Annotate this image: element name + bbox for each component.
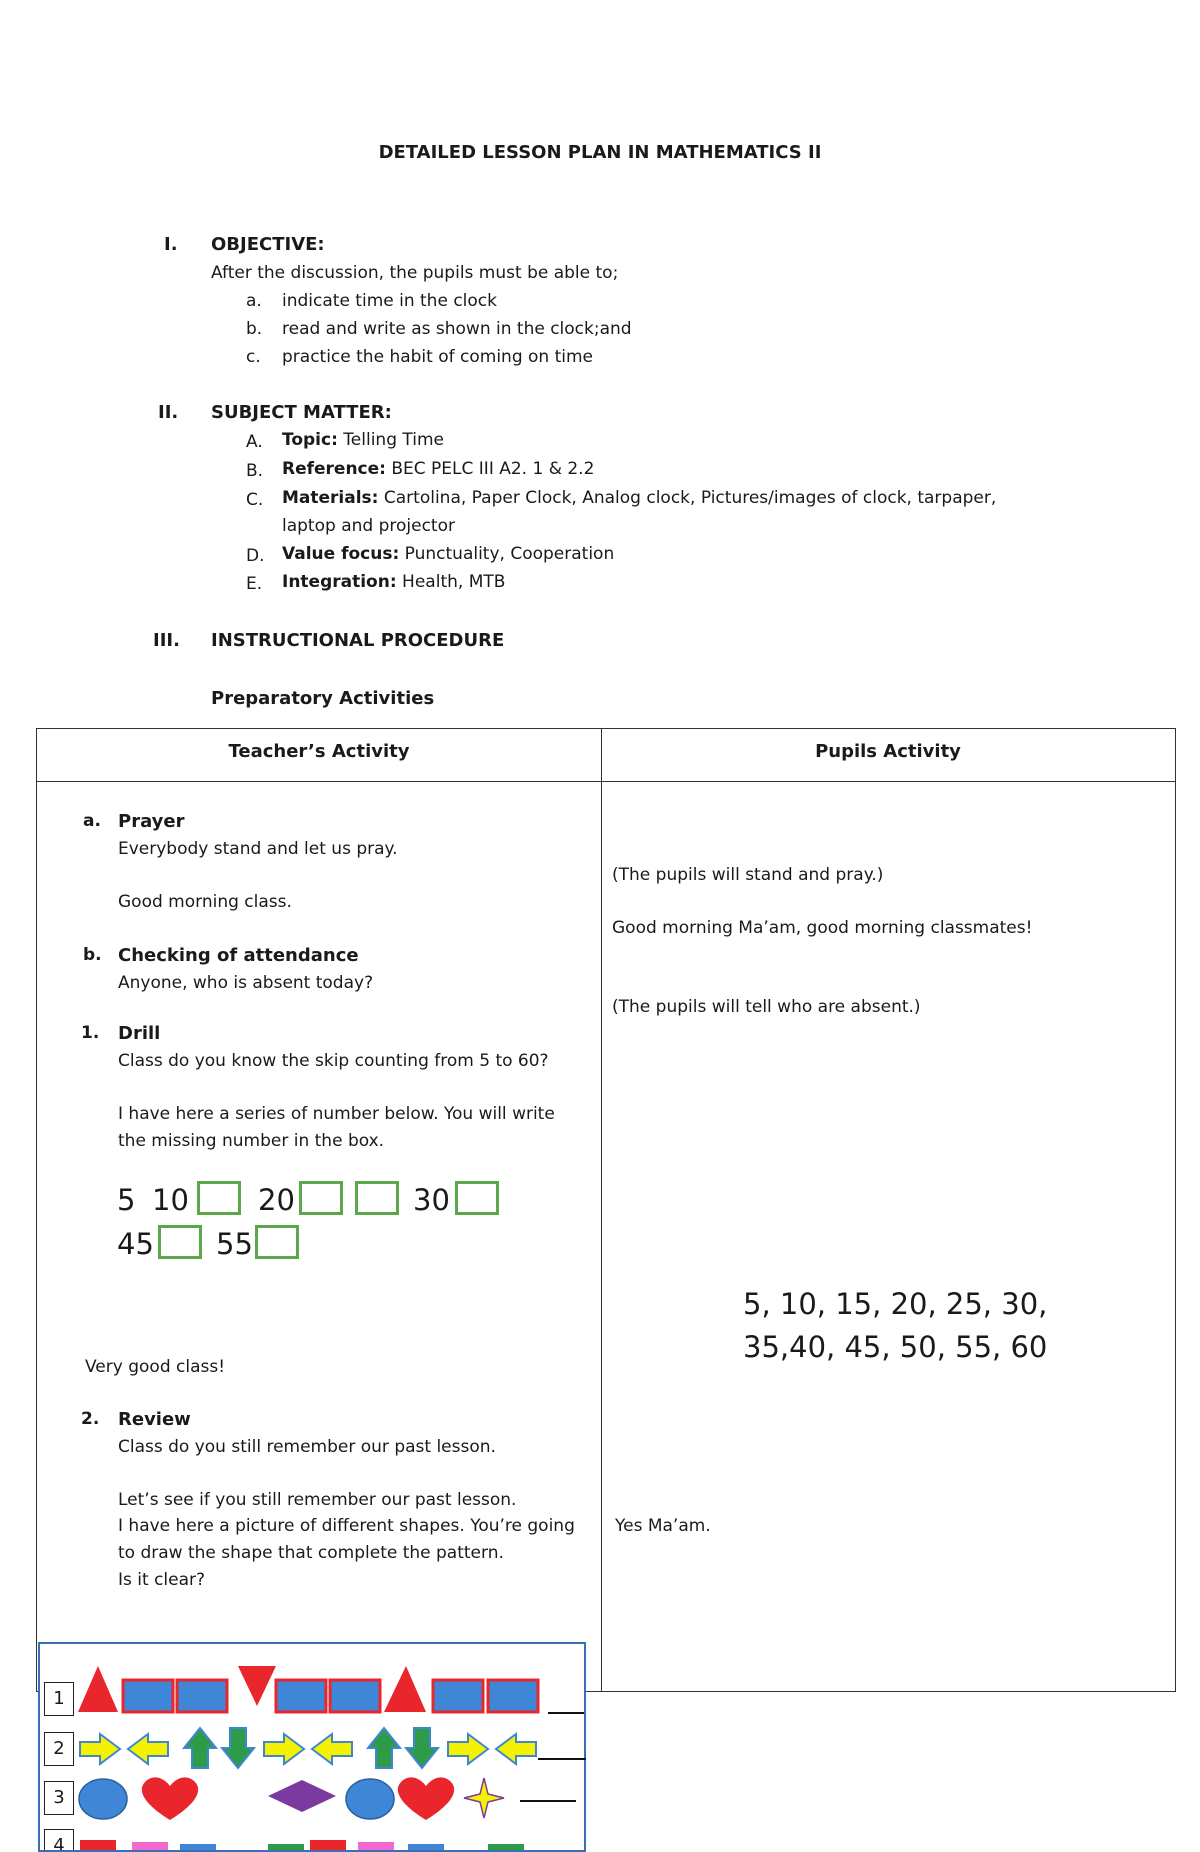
objective-heading: OBJECTIVE: bbox=[211, 234, 325, 255]
teacher-activity-header: Teacher’s Activity bbox=[228, 741, 410, 762]
green-up-arrow-icon bbox=[184, 1728, 216, 1768]
drill-line: I have here a series of number below. You will write bbox=[118, 1104, 555, 1124]
yellow-left-arrow-icon bbox=[128, 1734, 168, 1764]
item-text: BEC PELC III A2. 1 & 2.2 bbox=[385, 459, 595, 479]
subject-heading: SUBJECT MATTER: bbox=[211, 402, 392, 423]
answer-box bbox=[355, 1181, 399, 1215]
green-down-arrow-icon bbox=[222, 1728, 254, 1768]
item-label: Integration: bbox=[282, 572, 397, 592]
answer-box bbox=[299, 1181, 343, 1215]
subject-item-materials bbox=[282, 488, 996, 508]
purple-diamond-icon bbox=[268, 1780, 336, 1812]
series-number: 55 bbox=[216, 1227, 253, 1261]
blue-rectangle-icon bbox=[123, 1680, 173, 1712]
pattern-row-number: 2 bbox=[44, 1732, 74, 1766]
item-label: Reference: bbox=[282, 459, 386, 479]
column-divider bbox=[601, 729, 602, 1691]
yellow-left-arrow-icon bbox=[312, 1734, 352, 1764]
attendance-line: Anyone, who is absent today? bbox=[118, 973, 374, 993]
blue-rectangle-icon bbox=[276, 1680, 326, 1712]
procedure-heading: INSTRUCTIONAL PROCEDURE bbox=[211, 630, 505, 651]
objective-item: practice the habit of coming on time bbox=[282, 347, 593, 367]
pupil-response: Good morning Ma’am, good morning classmates! bbox=[612, 918, 1033, 938]
series-number: 20 bbox=[258, 1183, 295, 1217]
item-label: Topic: bbox=[282, 430, 338, 450]
blue-square-icon bbox=[180, 1844, 216, 1852]
review-line: Class do you still remember our past lesson. bbox=[118, 1437, 496, 1457]
blue-rectangle-icon bbox=[177, 1680, 227, 1712]
answer-blank-line bbox=[538, 1758, 586, 1760]
pupils-activity-header: Pupils Activity bbox=[815, 741, 961, 762]
item-label: Materials: bbox=[282, 488, 379, 508]
red-square-icon bbox=[310, 1840, 346, 1852]
list-marker: D. bbox=[246, 546, 265, 566]
red-heart-icon bbox=[142, 1777, 198, 1820]
page-title: DETAILED LESSON PLAN IN MATHEMATICS II bbox=[378, 142, 822, 163]
praise-line: Very good class! bbox=[85, 1357, 226, 1377]
objective-intro: After the discussion, the pupils must be able to; bbox=[211, 263, 619, 283]
drill-heading: Drill bbox=[118, 1023, 161, 1044]
prayer-heading: Prayer bbox=[118, 811, 185, 832]
blue-rectangle-icon bbox=[330, 1680, 380, 1712]
blue-rectangle-icon bbox=[488, 1680, 538, 1712]
drill-answer: 5, 10, 15, 20, 25, 30, bbox=[743, 1287, 1048, 1321]
list-marker: c. bbox=[246, 347, 261, 367]
green-square-icon bbox=[268, 1844, 304, 1852]
section-numeral-procedure: III. bbox=[153, 630, 180, 651]
yellow-right-arrow-icon bbox=[264, 1734, 304, 1764]
answer-box bbox=[255, 1225, 299, 1259]
pattern-row-number: 1 bbox=[44, 1682, 74, 1716]
answer-box bbox=[158, 1225, 202, 1259]
section-numeral-subject: II. bbox=[158, 402, 179, 423]
item-label: Value focus: bbox=[282, 544, 400, 564]
list-marker: E. bbox=[246, 574, 263, 594]
green-up-arrow-icon bbox=[368, 1728, 400, 1768]
subject-item-topic bbox=[282, 430, 444, 450]
blue-rectangle-icon bbox=[433, 1680, 483, 1712]
series-number: 5 bbox=[117, 1183, 136, 1217]
answer-blank-line bbox=[548, 1712, 584, 1714]
blue-square-icon bbox=[408, 1844, 444, 1852]
yellow-right-arrow-icon bbox=[80, 1734, 120, 1764]
subject-item-materials-cont: laptop and projector bbox=[282, 516, 455, 536]
list-marker: C. bbox=[246, 490, 264, 510]
answer-box bbox=[455, 1181, 499, 1215]
drill-line: Class do you know the skip counting from 5 to 60? bbox=[118, 1051, 549, 1071]
red-triangle-icon bbox=[384, 1666, 426, 1712]
red-heart-icon bbox=[398, 1777, 454, 1820]
drill-line: the missing number in the box. bbox=[118, 1131, 385, 1151]
preparatory-heading: Preparatory Activities bbox=[211, 688, 435, 709]
series-number: 45 bbox=[117, 1227, 154, 1261]
greeting-line: Good morning class. bbox=[118, 892, 292, 912]
subject-item-integration bbox=[282, 572, 505, 592]
item-text: Cartolina, Paper Clock, Analog clock, Pictures/images of clock, tarpaper, bbox=[378, 488, 997, 508]
pink-shape-icon bbox=[358, 1842, 394, 1852]
pupil-response: Yes Ma’am. bbox=[615, 1516, 711, 1536]
answer-box bbox=[197, 1181, 241, 1215]
green-down-arrow-icon bbox=[406, 1728, 438, 1768]
drill-answer: 35,40, 45, 50, 55, 60 bbox=[743, 1330, 1048, 1364]
review-line: Is it clear? bbox=[118, 1570, 206, 1590]
blue-circle-icon bbox=[79, 1779, 127, 1819]
pattern-row-number: 3 bbox=[44, 1781, 74, 1815]
review-line: Let’s see if you still remember our past lesson. bbox=[118, 1490, 517, 1510]
shape-pattern-picture bbox=[38, 1642, 586, 1852]
objective-item: indicate time in the clock bbox=[282, 291, 497, 311]
green-square-icon bbox=[488, 1844, 524, 1852]
objective-item: read and write as shown in the clock;and bbox=[282, 319, 632, 339]
series-number: 10 bbox=[152, 1183, 189, 1217]
review-line: I have here a picture of different shapes. You’re going bbox=[118, 1516, 575, 1536]
pattern-row-number: 4 bbox=[44, 1829, 74, 1852]
red-square-icon bbox=[80, 1840, 116, 1852]
list-marker: a. bbox=[83, 811, 101, 831]
series-number: 30 bbox=[413, 1183, 450, 1217]
list-marker: B. bbox=[246, 461, 264, 481]
review-heading: Review bbox=[118, 1409, 191, 1430]
review-line: to draw the shape that complete the pattern. bbox=[118, 1543, 504, 1563]
yellow-left-arrow-icon bbox=[496, 1734, 536, 1764]
activity-table bbox=[36, 728, 1176, 1692]
pupil-response: (The pupils will stand and pray.) bbox=[612, 865, 884, 885]
subject-item-value-focus bbox=[282, 544, 614, 564]
header-divider bbox=[37, 781, 1175, 782]
subject-item-reference bbox=[282, 459, 594, 479]
item-text: Telling Time bbox=[337, 430, 444, 450]
list-marker: 1. bbox=[81, 1023, 100, 1043]
list-marker: b. bbox=[246, 319, 263, 339]
red-inverted-triangle-icon bbox=[238, 1666, 276, 1706]
list-marker: 2. bbox=[81, 1409, 100, 1429]
prayer-line: Everybody stand and let us pray. bbox=[118, 839, 398, 859]
item-text: Health, MTB bbox=[396, 572, 506, 592]
red-triangle-icon bbox=[78, 1666, 118, 1712]
list-marker: a. bbox=[246, 291, 262, 311]
pink-shape-icon bbox=[132, 1842, 168, 1852]
shapes-drawing bbox=[40, 1644, 586, 1852]
yellow-right-arrow-icon bbox=[448, 1734, 488, 1764]
section-numeral-objective: I. bbox=[164, 234, 178, 255]
list-marker: A. bbox=[246, 432, 263, 452]
answer-blank-line bbox=[520, 1800, 576, 1802]
list-marker: b. bbox=[83, 945, 102, 965]
attendance-heading: Checking of attendance bbox=[118, 945, 359, 966]
pupil-response: (The pupils will tell who are absent.) bbox=[612, 997, 921, 1017]
item-text: Punctuality, Cooperation bbox=[399, 544, 615, 564]
blue-circle-icon bbox=[346, 1779, 394, 1819]
yellow-star-icon bbox=[464, 1778, 504, 1818]
